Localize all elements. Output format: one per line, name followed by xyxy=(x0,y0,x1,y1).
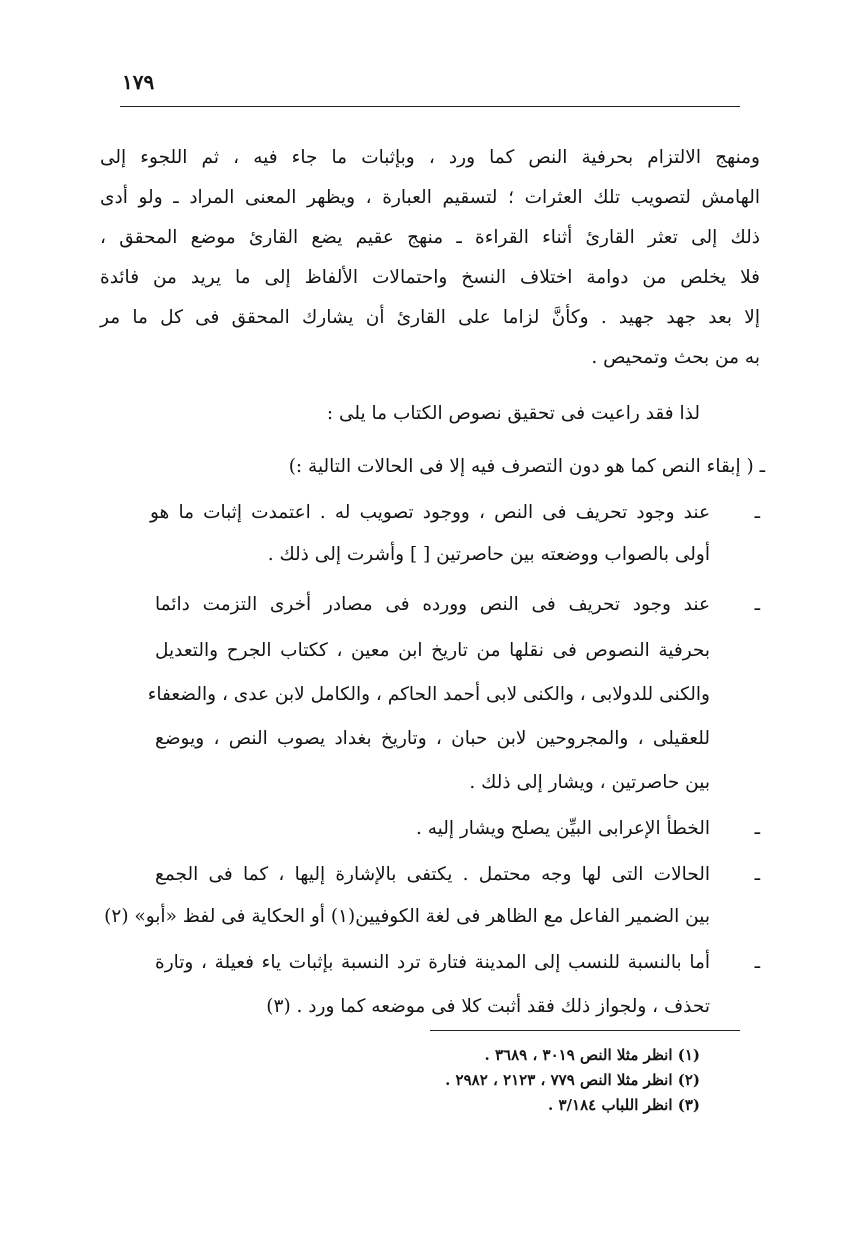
page-number: ١٧٩ xyxy=(122,70,155,94)
rule-line: ـ ( إبقاء النص كما هو دون التصرف فيه إلا فى الحالات التالية :) xyxy=(288,456,765,477)
bullet-line: بحرفية النصوص فى نقلها من تاريخ ابن معين ، ككتاب الجرح والتعديل xyxy=(155,640,710,661)
bullet-line: بين حاصرتين ، ويشار إلى ذلك . xyxy=(469,772,710,793)
intro-line: إلا بعد جهد جهيد . وكأنَّ لزاما على القارئ أن يشارك المحقق فى كل ما مر xyxy=(100,307,760,328)
bullet-dash: ـ xyxy=(754,502,760,523)
bullet-line: الحالات التى لها وجه محتمل . يكتفى بالإشارة إليها ، كما فى الجمع xyxy=(155,864,710,885)
intro-line: الهامش لتصويب تلك العثرات ؛ لتسقيم العبارة ، ويظهر المعنى المراد ـ ولو أدى xyxy=(100,187,760,208)
bullet-line: والكنى للدولابى ، والكنى لابى أحمد الحاكم ، والكامل لابن عدى ، والضعفاء xyxy=(147,684,710,705)
intro-line: به من بحث وتمحيص . xyxy=(591,347,760,368)
intro-line: فلا يخلص من دوامة اختلاف النسخ واحتمالات الألفاظ إلى ما يريد من فائدة xyxy=(100,267,760,288)
bullet-dash: ـ xyxy=(754,864,760,885)
footnote-rule xyxy=(430,1030,740,1031)
bullet-dash: ـ xyxy=(754,952,760,973)
bullet-dash: ـ xyxy=(754,818,760,839)
intro-line: ذلك إلى تعثر القارئ أثناء القراءة ـ منهج عقيم يضع القارئ موضع المحقق ، xyxy=(100,227,760,248)
bullet-line: أولى بالصواب ووضعته بين حاصرتين [ ] وأشرت إلى ذلك . xyxy=(267,544,710,565)
footnote: (٣) انظر اللباب ٣/١٨٤ . xyxy=(548,1096,700,1114)
bullet-line: عند وجود تحريف فى النص ، ووجود تصويب له . اعتمدت إثبات ما هو xyxy=(150,502,710,523)
footnote: (٢) انظر مثلا النص ٧٧٩ ، ٢١٢٣ ، ٢٩٨٢ . xyxy=(445,1071,700,1089)
bullet-line: أما بالنسبة للنسب إلى المدينة فتارة ترد النسبة بإثبات ياء فعيلة ، وتارة xyxy=(155,952,710,973)
bullet-line: الخطأ الإعرابى البيِّن يصلح ويشار إليه . xyxy=(415,818,710,839)
bullet-dash: ـ xyxy=(754,594,760,615)
bullet-line: للعقيلى ، والمجروحين لابن حبان ، وتاريخ بغداد يصوب النص ، ويوضع xyxy=(155,728,710,749)
bullet-line: عند وجود تحريف فى النص وورده فى مصادر أخرى التزمت دائما xyxy=(155,594,710,615)
header-rule xyxy=(120,106,740,107)
section-heading: لذا فقد راعيت فى تحقيق نصوص الكتاب ما يلى : xyxy=(326,403,700,424)
bullet-line: بين الضمير الفاعل مع الظاهر فى لغة الكوفيين(١) أو الحكاية فى لفظ «أبو» (٢) xyxy=(104,906,710,927)
footnote: (١) انظر مثلا النص ٣٠١٩ ، ٣٦٨٩ . xyxy=(484,1046,700,1064)
intro-line: ومنهج الالتزام بحرفية النص كما ورد ، وبإثبات ما جاء فيه ، ثم اللجوء إلى xyxy=(100,147,760,168)
bullet-line: تحذف ، ولجواز ذلك فقد أثبت كلا فى موضعه كما ورد . (٣) xyxy=(266,996,710,1017)
